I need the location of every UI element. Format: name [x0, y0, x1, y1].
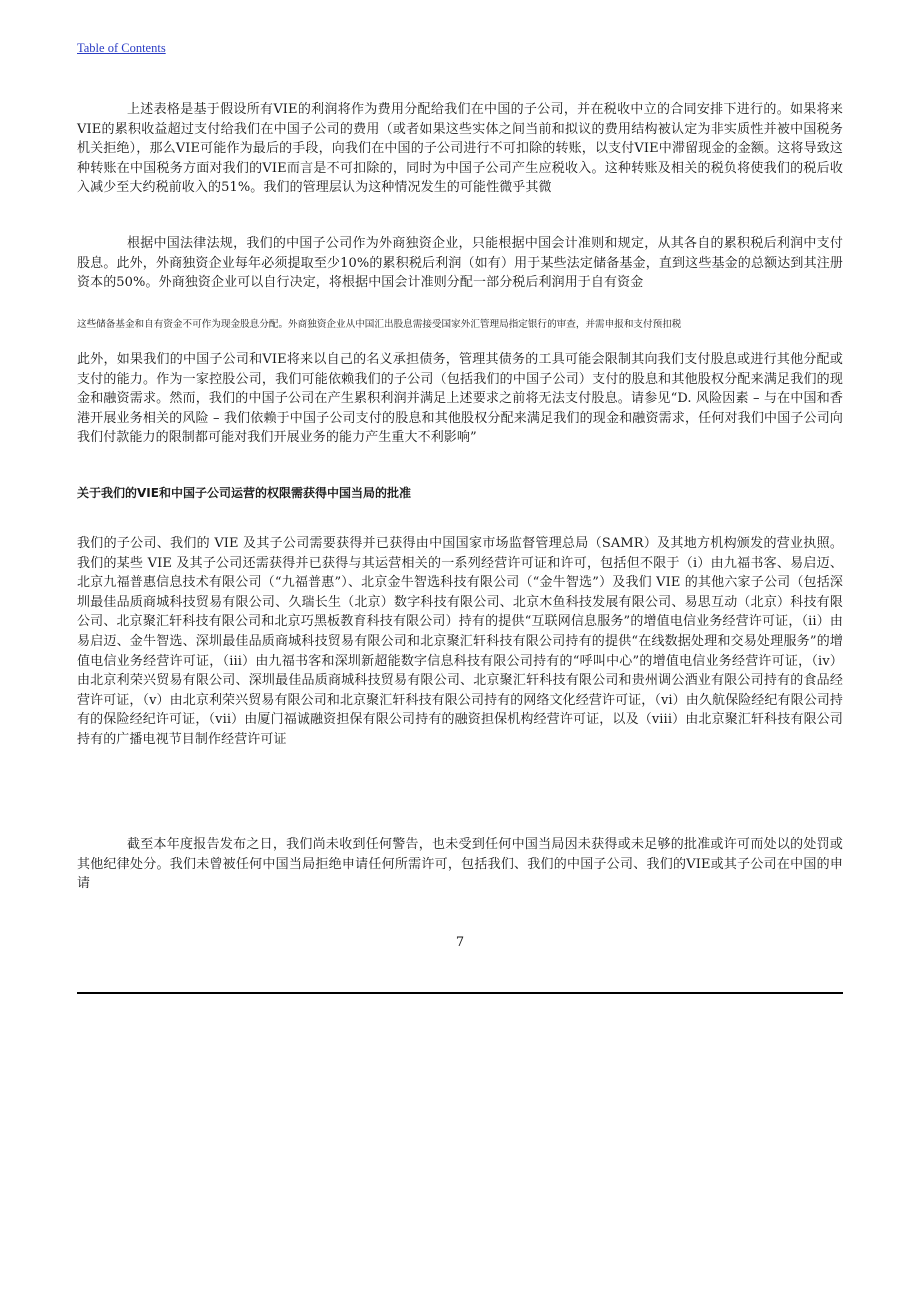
page-divider [77, 992, 843, 994]
paragraph-dividend-regulation: 根据中国法律法规，我们的中国子公司作为外商独资企业，只能根据中国会计准则和规定，从其各自的累积税后利润中支付股息。此外，外商独资企业每年必须提取至少10%的累积税后利润（如有）用于某些法定储备基金，直到这些基金的总额达到其注册资本的50%。外商独资企业可以自行决定，将根据中国会计准则分配一部分税后利润用于自有资金 [77, 236, 843, 291]
page-number: 7 [455, 935, 465, 950]
paragraph-no-warnings: 截至本年度报告发布之日，我们尚未收到任何警告，也未受到任何中国当局因未获得或未足够的批准或许可而处以的处罚或其他纪律处分。我们未曾被任何中国当局拒绝申请任何所需许可，包括我们、我们的中国子公司、我们的VIE或其子公司在中国的申请 [77, 837, 843, 892]
paragraph-debt-restrictions: 此外，如果我们的中国子公司和VIE将来以自己的名义承担债务，管理其债务的工具可能会限制其向我们支付股息或进行其他分配或支付的能力。作为一家控股公司，我们可能依赖我们的子公司（包括我们的中国子公司）支付的股息和其他股权分配来满足我们的现金和融资需求。然而，我们的中国子公司在产生累积利润并满足上述要求之前将无法支付股息。请参见“D. 风险因素 – 与在中国和香港开展业务相关的风险 – 我们依赖于中国子公司支付的股息和其他股权分配来满足我们的现金和融资需求，任何对我们中国子公司向我们付款能力的限制都可能对我们开展业务的能力产生重大不利影响” [77, 352, 843, 446]
paragraph-vie-profit-allocation: 上述表格是基于假设所有VIE的利润将作为费用分配给我们在中国的子公司，并在税收中立的合同安排下进行的。如果将来VIE的累积收益超过支付给我们在中国子公司的费用（或者如果这些实体之间当前和拟议的费用结构被认定为非实质性并被中国税务机关拒绝），那么VIE可能作为最后的手段，向我们在中国的子公司进行不可扣除的转账，以支付VIE中滞留现金的金额。这将导致这种转账在中国税务方面对我们的VIE而言是不可扣除的，同时为中国子公司产生应税收入。这种转账及相关的税负将使我们的税后收入减少至大约税前收入的51%。我们的管理层认为这种情况发生的可能性微乎其微 [77, 102, 843, 196]
note-reserve-funds: 这些储备基金和自有资金不可作为现金股息分配。外商独资企业从中国汇出股息需接受国家外汇管理局指定银行的审查，并需申报和支付预扣税 [77, 319, 682, 330]
table-of-contents-link[interactable]: Table of Contents [77, 41, 166, 55]
section-heading-approvals: 关于我们的VIE和中国子公司运营的权限需获得中国当局的批准 [77, 486, 411, 500]
paragraph-business-licenses: 我们的子公司、我们的 VIE 及其子公司需要获得并已获得由中国国家市场监督管理总局（SAMR）及其地方机构颁发的营业执照。我们的某些 VIE 及其子公司还需获得并已获得与其运营相关的一系列经营许可证和许可，包括但不限于（i）由九福书客、易启迈、北京九福普惠信息技术有限公司（“九福普惠”）、北京金牛智选科技有限公司（“金牛智选”）及我们 VIE 的其他六家子公司（包括深圳最佳品质商城科技贸易有限公司、久瑞长生（北京）数字科技有限公司、北京木鱼科技发展有限公司、易思互动（北京）科技有限公司、北京聚汇轩科技有限公司和北京巧黑板教育科技有限公司）持有的提供“互联网信息服务”的增值电信业务经营许可证，（ii）由易启迈、金牛智选、深圳最佳品质商城科技贸易有限公司和北京聚汇轩科技有限公司持有的提供“在线数据处理和交易处理服务”的增值电信业务经营许可证，（iii）由九福书客和深圳新超能数字信息科技有限公司持有的“呼叫中心”的增值电信业务经营许可证，（iv）由北京利荣兴贸易有限公司、深圳最佳品质商城科技贸易有限公司、北京聚汇轩科技有限公司和贵州调公酒业有限公司持有的食品经营许可证，（v）由北京利荣兴贸易有限公司和北京聚汇轩科技有限公司持有的网络文化经营许可证，（vi）由久航保险经纪有限公司持有的保险经纪许可证，（vii）由厦门福诚融资担保有限公司持有的融资担保机构经营许可证，以及（viii）由北京聚汇轩科技有限公司持有的广播电视节目制作经营许可证 [77, 536, 843, 747]
